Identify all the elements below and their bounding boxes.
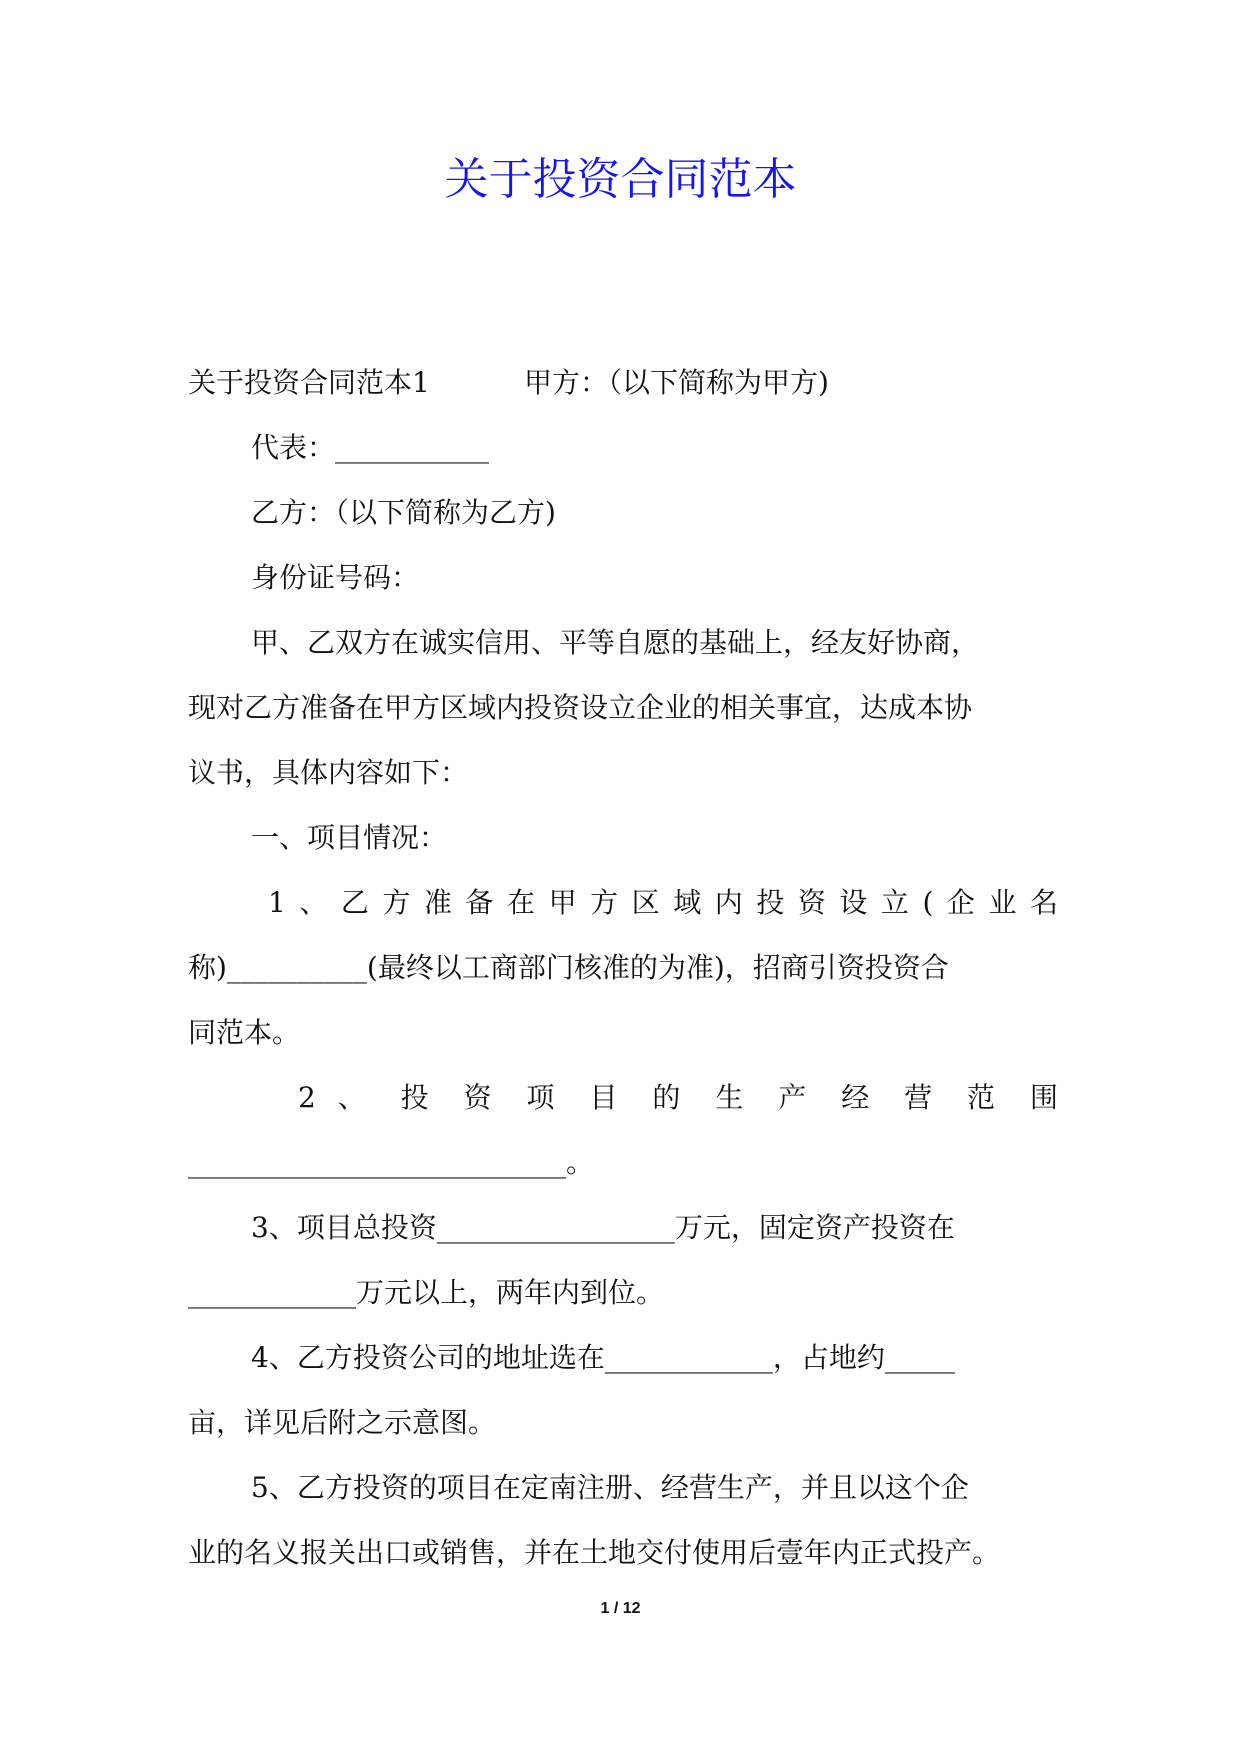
- clause-3-line: 3、项目总投资_________________万元，固定资产投资在: [251, 1211, 955, 1244]
- document-body: [188, 350, 1058, 1585]
- clause-1-line: 1、乙方准备在甲方区域内投资设立(企业名: [268, 886, 1058, 919]
- clause-4-line: 亩，详见后附之示意图。: [188, 1406, 497, 1439]
- paragraph-line: 现对乙方准备在甲方区域内投资设立企业的相关事宜，达成本协: [188, 691, 973, 724]
- clause-1-line: 同范本。: [188, 1016, 301, 1049]
- clause-3-line: ____________万元以上，两年内到位。: [188, 1276, 665, 1309]
- paragraph-line: 甲、乙双方在诚实信用、平等自愿的基础上，经友好协商，: [251, 626, 980, 659]
- intro-line: [188, 350, 1058, 415]
- page-number: 1 / 12: [600, 1600, 641, 1617]
- clause-4-line: 4、乙方投资公司的地址选在____________，占地约_____: [251, 1341, 955, 1374]
- clause-2-line: ___________________________。: [188, 1146, 595, 1179]
- representative-line: 代表：___________: [251, 431, 490, 464]
- clause-5-line: 5、乙方投资的项目在定南注册、经营生产，并且以这个企: [251, 1471, 969, 1504]
- party-b-line: 乙方：（以下简称为乙方): [251, 496, 556, 529]
- document-title: 关于投资合同范本: [444, 154, 797, 205]
- party-a-line: 甲方：（以下简称为甲方): [524, 366, 829, 399]
- section-heading: 一、项目情况：: [251, 821, 448, 854]
- clause-1-line: 称)__________(最终以工商部门核准的为准)，招商引资投资合: [188, 951, 949, 984]
- clause-2-line: 2 、 投 资 项 目 的 生 产 经 营 范 围: [298, 1081, 1058, 1114]
- id-number-line: 身份证号码：: [251, 561, 420, 594]
- intro-label: 关于投资合同范本1: [188, 366, 430, 399]
- clause-5-line: 业的名义报关出口或销售，并在土地交付使用后壹年内正式投产。: [188, 1536, 1001, 1569]
- paragraph-line: 议书，具体内容如下：: [188, 756, 469, 789]
